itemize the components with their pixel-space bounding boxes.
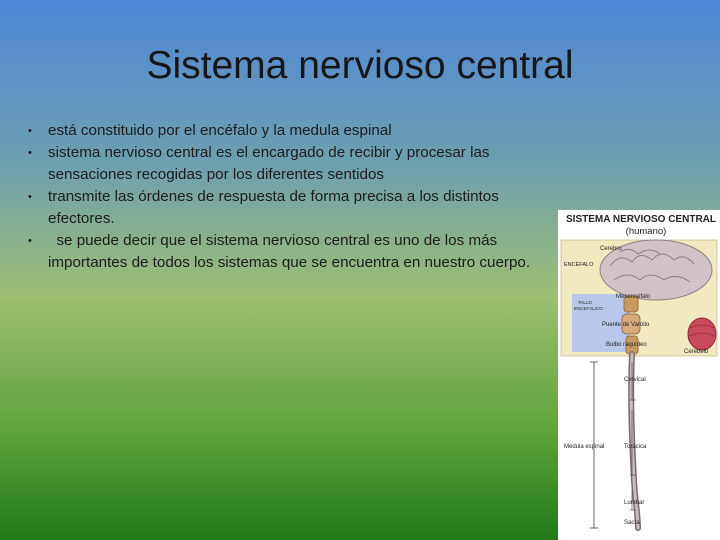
nervous-system-illustration	[558, 210, 720, 540]
label-medula-espinal: Médula espinal	[564, 444, 605, 450]
nervous-system-figure	[558, 210, 720, 540]
figure-heading: SISTEMA NERVIOSO CENTRAL	[566, 214, 717, 225]
label-toracica: Torácica	[624, 444, 647, 450]
bullet-item: • está constituido por el encéfalo y la medula espinal	[28, 120, 553, 142]
bullet-item: • transmite las órdenes de respuesta de forma precisa a los distintos efectores.	[28, 188, 499, 227]
slide-title: Sistema nervioso central	[146, 44, 574, 87]
figure-subheading: (humano)	[625, 226, 667, 237]
label-lumbar: Lumbar	[624, 500, 645, 506]
label-varolio: Puente de Varolio	[602, 322, 650, 328]
label-encefalo: ENCÉFALO	[564, 262, 594, 268]
label-mesencefalo: Mesencéfalo	[616, 294, 651, 300]
label-cervical: Cervical	[624, 377, 646, 383]
bullet-marker: •	[28, 235, 32, 247]
label-cerebro: Cerebro	[600, 246, 622, 252]
bullet-list	[28, 120, 553, 274]
label-sacra: Sacra	[624, 520, 640, 526]
bullet-marker: •	[28, 147, 32, 159]
bullet-item: • sistema nervioso central es el encargado de recibir y procesar las sensaciones recogidas por los diferentes sentidos	[28, 144, 490, 183]
label-cerebelo: Cerebelo	[684, 349, 709, 355]
bullet-marker: •	[28, 191, 32, 203]
label-tallo-encefalico: ENCEFÁLICO	[574, 306, 603, 311]
cerebellum-icon	[688, 318, 716, 350]
bullet-item: • se puede decir que el sistema nervioso central es uno de los más importantes de todos los sistemas que se encuentra en nuestro cuerpo.	[28, 232, 531, 271]
bullet-marker: •	[28, 125, 32, 137]
label-bulbo: Bulbo raquídeo	[606, 342, 647, 348]
label-tallo: TALLO	[578, 300, 592, 305]
